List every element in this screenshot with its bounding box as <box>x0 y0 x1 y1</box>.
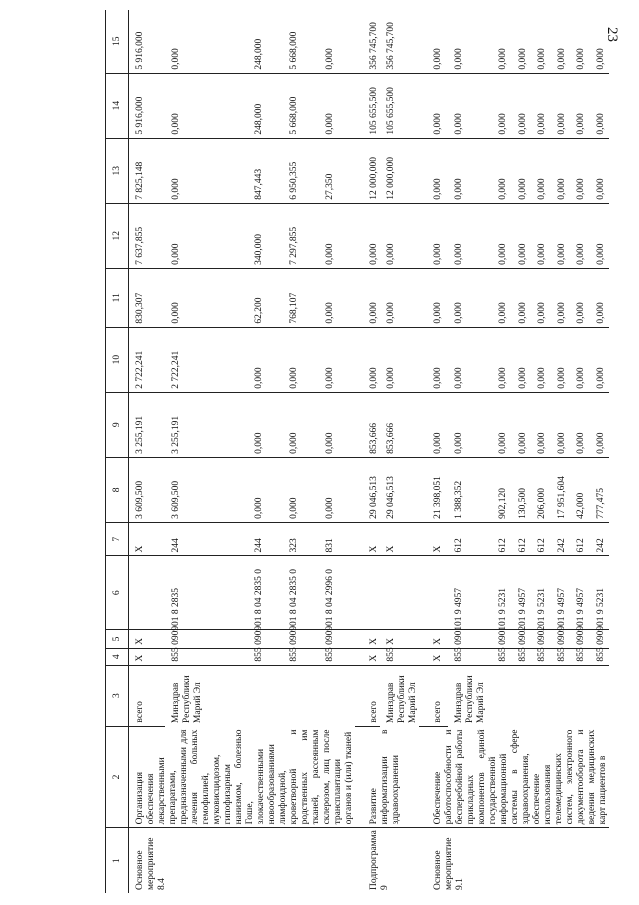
amount-col-11: 0,000 <box>380 268 419 327</box>
amount-col-11: 0,000 <box>319 268 355 327</box>
amount-col-10: 0,000 <box>419 327 448 392</box>
section-code: 0901 <box>492 629 511 648</box>
executor: Минздрав Республики Марий Эл <box>386 675 418 724</box>
amount-col-9: 853,666 <box>355 392 380 457</box>
amount-col-10: 0,000 <box>492 327 511 392</box>
column-header-1: 1 <box>106 828 129 893</box>
amount-col-11: 0,000 <box>531 268 550 327</box>
amount-col-8: 1 388,352 <box>448 457 493 522</box>
amount-col-9: 0,000 <box>419 392 448 457</box>
item-name: Подпрограмма 9 <box>369 830 390 890</box>
amount-col-8: 206,000 <box>531 457 550 522</box>
amount-col-12: 7 637,855 <box>129 203 166 268</box>
section-code: 0909 <box>551 629 570 648</box>
amount-col-14: 5 668,000 <box>283 73 319 138</box>
column-header-3: 3 <box>106 665 129 726</box>
section-code: 0901 <box>448 629 493 648</box>
amount-col-11: 830,307 <box>129 268 166 327</box>
column-header-8: 8 <box>106 457 129 522</box>
amount-col-12: 340,000 <box>248 203 284 268</box>
amount-col-9: 0,000 <box>448 392 493 457</box>
section-code: 0909 <box>570 629 589 648</box>
amount-col-14: 0,000 <box>319 73 355 138</box>
amount-col-9: 0,000 <box>319 392 355 457</box>
executor <box>283 665 319 726</box>
grbs-code: 855 <box>590 648 610 665</box>
amount-col-14: 0,000 <box>419 73 448 138</box>
amount-col-9: 0,000 <box>551 392 570 457</box>
amount-col-14: 105 655,500 <box>380 73 419 138</box>
expense-type-code: 244 <box>165 522 247 556</box>
amount-col-9: 3 255,191 <box>129 392 166 457</box>
table-row <box>355 10 380 893</box>
item-description: Организация обеспечения лекарственными препаратами, предназначенными для лечения больных гемофилией, муковисцидозом, гипофизарным нанизмом, болезнью Гоше, злокачественными новообразованиями лимфоидной, кроветворной и родственных им тканей, рассеянным склерозом, лиц после трансплантации органов и (или) тканей <box>129 726 356 828</box>
item-name: Основное мероприятие 8.4 <box>135 837 167 890</box>
item-name: Основное мероприятие 9.1 <box>433 837 465 890</box>
amount-col-8: 0,000 <box>283 457 319 522</box>
target-article-code: 01 9 5231 <box>492 556 511 629</box>
expense-type-code: X <box>129 522 166 556</box>
section-code: 0902 <box>512 629 531 648</box>
executor <box>492 665 511 726</box>
amount-col-12: 0,000 <box>448 203 493 268</box>
column-header-9: 9 <box>106 392 129 457</box>
amount-col-13: 0,000 <box>590 138 610 203</box>
amount-col-15: 0,000 <box>570 10 589 73</box>
page-number: 23 <box>604 27 620 42</box>
target-article-code: 01 9 4957 <box>551 556 570 629</box>
amount-col-9: 0,000 <box>570 392 589 457</box>
amount-col-12: 0,000 <box>512 203 531 268</box>
amount-col-12: 0,000 <box>590 203 610 268</box>
column-header-11: 11 <box>106 268 129 327</box>
grbs-code: 855 <box>165 648 247 665</box>
amount-col-14: 0,000 <box>590 73 610 138</box>
amount-col-13: 847,443 <box>248 138 284 203</box>
amount-col-8: 42,000 <box>570 457 589 522</box>
amount-col-15: 356 745,700 <box>355 10 380 73</box>
section-code: X <box>380 629 419 648</box>
expense-type-code: 323 <box>283 522 319 556</box>
amount-col-15: 248,000 <box>248 10 284 73</box>
amount-col-11: 0,000 <box>512 268 531 327</box>
section-code: 0909 <box>165 629 247 648</box>
amount-col-15: 5 668,000 <box>283 10 319 73</box>
target-article-code: 01 8 04 2835 0 <box>248 556 284 629</box>
section-code: 0909 <box>590 629 610 648</box>
amount-col-8: 3 609,500 <box>129 457 166 522</box>
target-article-code <box>355 556 380 629</box>
amount-col-8: 3 609,500 <box>165 457 247 522</box>
section-code: X <box>419 629 448 648</box>
amount-col-13: 0,000 <box>492 138 511 203</box>
executor: Минздрав Республики Марий Эл <box>171 675 204 724</box>
amount-col-9: 0,000 <box>512 392 531 457</box>
amount-col-15: 0,000 <box>531 10 550 73</box>
amount-col-9: 0,000 <box>531 392 550 457</box>
amount-col-13: 7 825,148 <box>129 138 166 203</box>
executor <box>570 665 589 726</box>
amount-col-9: 0,000 <box>492 392 511 457</box>
amount-col-9: 853,666 <box>380 392 419 457</box>
amount-col-8: 777,475 <box>590 457 610 522</box>
target-article-code: 01 8 2835 <box>165 556 247 629</box>
amount-col-14: 0,000 <box>551 73 570 138</box>
amount-col-10: 0,000 <box>531 327 550 392</box>
amount-col-8: 130,500 <box>512 457 531 522</box>
amount-col-15: 0,000 <box>319 10 355 73</box>
grbs-code: 855 <box>448 648 493 665</box>
executor: всего <box>355 665 380 726</box>
amount-col-10: 0,000 <box>512 327 531 392</box>
amount-col-8: 29 046,513 <box>380 457 419 522</box>
target-article-code: 01 9 4957 <box>512 556 531 629</box>
expense-type-code: 242 <box>551 522 570 556</box>
grbs-code: 855 <box>319 648 355 665</box>
target-article-code <box>129 556 166 629</box>
amount-col-13: 12 000,000 <box>380 138 419 203</box>
amount-col-14: 5 916,000 <box>129 73 166 138</box>
table-row <box>129 10 166 893</box>
grbs-code: X <box>419 648 448 665</box>
amount-col-11: 0,000 <box>570 268 589 327</box>
section-code: 0909 <box>283 629 319 648</box>
expense-type-code: 612 <box>448 522 493 556</box>
amount-col-13: 0,000 <box>448 138 493 203</box>
amount-col-10: 2 722,241 <box>165 327 247 392</box>
amount-col-8: 0,000 <box>319 457 355 522</box>
grbs-code: 855 <box>380 648 419 665</box>
amount-col-8: 17 951,604 <box>551 457 570 522</box>
column-header-13: 13 <box>106 138 129 203</box>
amount-col-14: 0,000 <box>492 73 511 138</box>
grbs-code: 855 <box>551 648 570 665</box>
amount-col-15: 0,000 <box>419 10 448 73</box>
amount-col-15: 356 745,700 <box>380 10 419 73</box>
amount-col-10: 0,000 <box>551 327 570 392</box>
amount-col-10: 0,000 <box>283 327 319 392</box>
expense-type-code: 612 <box>531 522 550 556</box>
amount-col-14: 0,000 <box>448 73 493 138</box>
section-code: X <box>355 629 380 648</box>
amount-col-12: 0,000 <box>380 203 419 268</box>
grbs-code: 855 <box>531 648 550 665</box>
amount-col-10: 0,000 <box>590 327 610 392</box>
target-article-code: 01 9 4957 <box>570 556 589 629</box>
amount-col-15: 0,000 <box>551 10 570 73</box>
target-article-code: 01 9 4957 <box>448 556 493 629</box>
grbs-code: 855 <box>570 648 589 665</box>
amount-col-9: 0,000 <box>283 392 319 457</box>
expense-type-code: 612 <box>512 522 531 556</box>
amount-col-11: 768,107 <box>283 268 319 327</box>
amount-col-14: 0,000 <box>531 73 550 138</box>
section-code: 0909 <box>248 629 284 648</box>
column-header-7: 7 <box>106 522 129 556</box>
executor <box>319 665 355 726</box>
amount-col-11: 0,000 <box>590 268 610 327</box>
amount-col-10: 0,000 <box>355 327 380 392</box>
column-header-12: 12 <box>106 203 129 268</box>
grbs-code: X <box>129 648 166 665</box>
amount-col-9: 3 255,191 <box>165 392 247 457</box>
section-code: 0902 <box>531 629 550 648</box>
expense-type-code: 242 <box>590 522 610 556</box>
amount-col-10: 0,000 <box>319 327 355 392</box>
table-body <box>129 10 610 893</box>
amount-col-12: 0,000 <box>570 203 589 268</box>
amount-col-12: 0,000 <box>419 203 448 268</box>
amount-col-15: 0,000 <box>590 10 610 73</box>
amount-col-12: 0,000 <box>319 203 355 268</box>
column-header-5: 5 <box>106 629 129 648</box>
amount-col-11: 0,000 <box>419 268 448 327</box>
amount-col-11: 62,200 <box>248 268 284 327</box>
expense-type-code: X <box>355 522 380 556</box>
column-header-14: 14 <box>106 73 129 138</box>
executor: Минздрав Республики Марий Эл <box>453 675 486 724</box>
amount-col-13: 0,000 <box>531 138 550 203</box>
amount-col-11: 0,000 <box>355 268 380 327</box>
target-article-code <box>419 556 448 629</box>
expense-type-code: 831 <box>319 522 355 556</box>
amount-col-11: 0,000 <box>551 268 570 327</box>
item-description: Развитие информатизации в здравоохранении <box>355 726 419 828</box>
amount-col-8: 902,120 <box>492 457 511 522</box>
executor <box>590 665 610 726</box>
amount-col-8: 21 398,051 <box>419 457 448 522</box>
executor <box>551 665 570 726</box>
target-article-code: 01 9 5231 <box>531 556 550 629</box>
column-header-6: 6 <box>106 556 129 629</box>
column-header-2: 2 <box>106 726 129 828</box>
grbs-code: 855 <box>248 648 284 665</box>
amount-col-11: 0,000 <box>448 268 493 327</box>
amount-col-14: 0,000 <box>512 73 531 138</box>
amount-col-10: 0,000 <box>448 327 493 392</box>
executor: всего <box>129 665 166 726</box>
column-header-15: 15 <box>106 10 129 73</box>
budget-table <box>105 10 609 893</box>
executor <box>531 665 550 726</box>
amount-col-15: 0,000 <box>492 10 511 73</box>
amount-col-13: 0,000 <box>165 138 247 203</box>
amount-col-11: 0,000 <box>165 268 247 327</box>
table-header <box>106 10 129 893</box>
amount-col-14: 248,000 <box>248 73 284 138</box>
amount-col-10: 0,000 <box>570 327 589 392</box>
amount-col-15: 0,000 <box>448 10 493 73</box>
target-article-code <box>380 556 419 629</box>
expense-type-code: X <box>380 522 419 556</box>
expense-type-code: X <box>419 522 448 556</box>
grbs-code: 855 <box>512 648 531 665</box>
amount-col-9: 0,000 <box>248 392 284 457</box>
grbs-code: 855 <box>283 648 319 665</box>
amount-col-12: 0,000 <box>355 203 380 268</box>
amount-col-15: 0,000 <box>512 10 531 73</box>
executor <box>512 665 531 726</box>
amount-col-14: 105 655,500 <box>355 73 380 138</box>
amount-col-8: 29 046,513 <box>355 457 380 522</box>
amount-col-14: 0,000 <box>165 73 247 138</box>
amount-col-13: 6 950,355 <box>283 138 319 203</box>
amount-col-12: 0,000 <box>492 203 511 268</box>
amount-col-10: 2 722,241 <box>129 327 166 392</box>
expense-type-code: 612 <box>492 522 511 556</box>
executor: всего <box>419 665 448 726</box>
amount-col-12: 7 297,855 <box>283 203 319 268</box>
section-code: 0909 <box>319 629 355 648</box>
executor <box>248 665 284 726</box>
amount-col-12: 0,000 <box>551 203 570 268</box>
rotated-page <box>105 0 639 905</box>
table-row <box>419 10 448 893</box>
target-article-code: 01 9 5231 <box>590 556 610 629</box>
amount-col-8: 0,000 <box>248 457 284 522</box>
amount-col-12: 0,000 <box>165 203 247 268</box>
target-article-code: 01 8 04 2835 0 <box>283 556 319 629</box>
amount-col-12: 0,000 <box>531 203 550 268</box>
expense-type-code: 244 <box>248 522 284 556</box>
amount-col-13: 0,000 <box>419 138 448 203</box>
amount-col-13: 27,350 <box>319 138 355 203</box>
item-description: Обеспечение работоспособности и бесперебойной работы прикладных компонентов единой государственной информационной системы в сфере здравоохранения, обеспечение использования телемедицинских систем, электронного документооборота и ведения медицинских карт пациентов в <box>419 726 609 828</box>
amount-col-15: 5 916,000 <box>129 10 166 73</box>
amount-col-15: 0,000 <box>165 10 247 73</box>
amount-col-10: 0,000 <box>248 327 284 392</box>
amount-col-9: 0,000 <box>590 392 610 457</box>
grbs-code: 855 <box>492 648 511 665</box>
column-header-4: 4 <box>106 648 129 665</box>
amount-col-13: 0,000 <box>551 138 570 203</box>
amount-col-10: 0,000 <box>380 327 419 392</box>
expense-type-code: 612 <box>570 522 589 556</box>
amount-col-14: 0,000 <box>570 73 589 138</box>
amount-col-13: 0,000 <box>512 138 531 203</box>
column-header-10: 10 <box>106 327 129 392</box>
amount-col-11: 0,000 <box>492 268 511 327</box>
amount-col-13: 0,000 <box>570 138 589 203</box>
section-code: X <box>129 629 166 648</box>
amount-col-13: 12 000,000 <box>355 138 380 203</box>
target-article-code: 01 8 04 2996 0 <box>319 556 355 629</box>
grbs-code: X <box>355 648 380 665</box>
